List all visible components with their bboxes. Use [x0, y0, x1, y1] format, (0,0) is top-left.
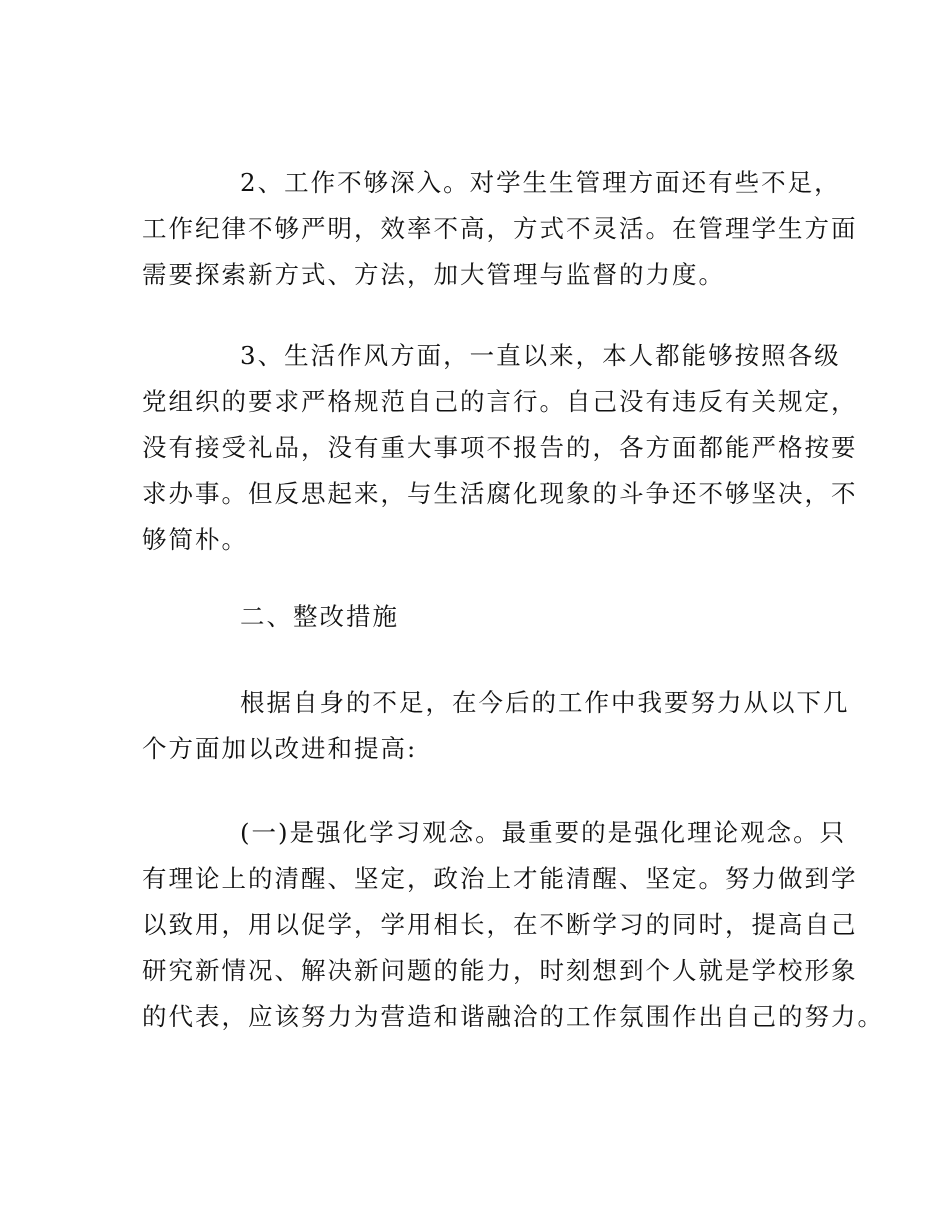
text-line: 党组织的要求严格规范自己的言行。自己没有违反有关规定，	[142, 387, 858, 416]
text-line: 根据自身的不足，在今后的工作中我要努力从以下几	[240, 688, 850, 717]
text-line: 以致用，用以促学，学用相长，在不断学习的同时，提高自己	[142, 910, 858, 939]
paragraph-strengthen-learning	[142, 810, 884, 1040]
text-line: 个方面加以改进和提高:	[142, 734, 418, 763]
paragraph-improvement-intro	[142, 680, 850, 772]
heading-text: 二、整改措施	[240, 602, 399, 631]
text-line: 3、生活作风方面，一直以来，本人都能够按照各级	[240, 341, 841, 370]
text-line: (一)是强化学习观念。最重要的是强化理论观念。只	[240, 818, 847, 847]
text-line: 有理论上的清醒、坚定，政治上才能清醒、坚定。努力做到学	[142, 864, 858, 893]
text-line: 2、工作不够深入。对学生生管理方面还有些不足，	[240, 168, 841, 197]
text-line: 的代表，应该努力为营造和谐融洽的工作氛围作出自己的努力。	[142, 1002, 884, 1031]
paragraph-work-not-deep	[142, 160, 858, 298]
text-line: 需要探索新方式、方法，加大管理与监督的力度。	[142, 260, 725, 289]
text-line: 工作纪律不够严明，效率不高，方式不灵活。在管理学生方面	[142, 214, 858, 243]
section-heading-rectification	[142, 594, 842, 640]
text-line: 够简朴。	[142, 525, 248, 554]
text-line: 研究新情况、解决新问题的能力，时刻想到个人就是学校形象	[142, 956, 858, 985]
text-line: 没有接受礼品，没有重大事项不报告的，各方面都能严格按要	[142, 433, 858, 462]
text-line: 求办事。但反思起来，与生活腐化现象的斗争还不够坚决，不	[142, 479, 858, 508]
paragraph-life-style	[142, 333, 858, 563]
